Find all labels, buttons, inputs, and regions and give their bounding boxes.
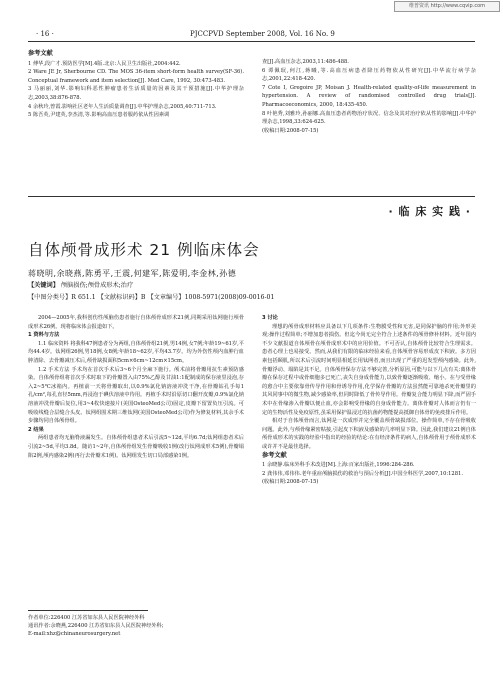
section-heading: 1 资料与方法 (28, 332, 60, 339)
footnote-email: E-mail:xhz@chinaneurosurgery.net (28, 631, 121, 637)
page-number: · 16 · (36, 30, 54, 38)
surgical-method-paragraph: 1.2 手术方法 手术均在首次手术后3~6个月全麻下施行。颅术前将骨瓣用抗生素预防感染。自体颅骨组将首次手术时取下的骨瓣置入由75%乙醇及甘油1:1配制成的保存液里浸泡,存入2~5℃冰箱内。再植前一天将骨瓣取出,以0.9%氯化钠溶液冲洗干净,在骨瓣钻孔手每1孔/cm²,每孔直径5mm,再浸泡于碘伏溶液中待用。再植手术时沿原切口翻开皮瓣,0.9%氯化钠溶液冲洗骨瓣后复位,用3~4枚快速接片(美国OsteoMed公司)固定,皮瓣下留置负压引流。可吸收线缝合层缝合头皮。钛网组围术期三维钛网(美国OsteoMed公司)作为修复材料,其余手术步骤均同自体颅骨组。 (28, 366, 244, 425)
section-heading: 3 讨论 (262, 315, 278, 321)
results-paragraph: 两组患者均无脑脊液漏发生。自体颅骨组患者术后引流5~12d,平均6.7d;钛网组患者术后引流2~5d,平均3.8d。随访1~2年,自体颅骨组发生骨瓣吸收1例(改行钛网成形术5例),骨瓣塌陷2例,颅内感染2例(再行去骨瓣术1例)。钛网组发生切口局部感染1例。 (28, 435, 244, 459)
keywords-row (28, 280, 133, 289)
article-title: 自体颅骨成形术 21 例临床体会 (28, 241, 260, 259)
reference-item: 2 Ware JE Jr, Sherbourne CD. The MOS 36-item short-form health survey(SF-36). Conceptual framework and item selection[J]. Med Care, 1992, 30:473-483. (28, 69, 244, 84)
footnote-corresponding: 通讯作者:余晓燕,226400 江苏省如东县人民医院神经外科; (28, 623, 164, 629)
journal-header: PJCCPVD September 2008, Vol. 16 No. 9 (190, 30, 335, 38)
body-right-column (262, 314, 476, 487)
reference-item: 1 余晓静.临床外科手术改进[M].上海:百家出版社,1996:284-286. (262, 462, 415, 469)
discussion-paragraph: 理想的颅骨成形材料应具备以下几项条件:生物膜受性和无害,是同保护脑的作用;外形美观;操作过程简单;不增加患者损伤。但迄今尚无完全符合上述条件的颅骨修补材料。近年国内不少文献报道自体颅骨在颅骨成形术中的应用价值。不可否认,自体颅骨比较符合生理需求。患者心理上也易接受。然而,从我们有限的临床经验来看,自体颅骨容易形成皮下积液。多方因素包括颞肌,所以术后引流时间明显相延长用钛网者,而且出现了严重的迟发型颅内感染。此外,骨瓣浮动、塌陷是其不足。自体颅骨保存方法不够完善,分析原因,可能与以下几点有关:离体骨瓣在保存过程中或骨细胞多已死亡,丧失自身成骨能力,以致骨瓣逐渐吸收、缩小。在与受骨缘的愈合中主要依靠骨传导作用和骨诱导作用,化学保存骨瓣的方法虽然能可靠地杀死骨瓣里的其风同事中的微生物,减少感染率,但同时降低了骨传导作用。骨瓣复合能力明显下降,而严固手术中在骨缘渗入骨瓣以便止血,亦会影响受骨缘的自身成骨能力。离体骨瓣对人体而言仍有一定的生物活性及免疫原性,虽采用保护温浸过的抗菌药物能提高抵御自体骨的免疫排斥作用。 (262, 323, 476, 416)
keywords-value: 颅脑损伤;颅骨成形术;治疗 (60, 282, 134, 289)
reference-item: 查[J].高血压杂志,2003,11:486-488. (262, 59, 349, 65)
section-tag: · 临 床 实 践 · (388, 205, 471, 218)
references-heading: 参考文献 (262, 451, 287, 459)
section-heading: 2 结果 (28, 426, 44, 433)
intro-paragraph: 2004—2005年,我科创伤性颅脑伤患者施行自体颅骨成形术21例,同期采用钛网施行颅骨成形术26例。现将临床体会报道如下。 (28, 315, 244, 330)
reference-item: 8 叶艳秀,刘雅玲,孙丽娜.高血压患者药物治疗状况、信念及其对治疗依从性的影响[J].中华护理杂志,1998,33:624-625. (262, 110, 476, 126)
footnote-rule (28, 610, 148, 611)
top-refs-left (28, 50, 244, 120)
reference-item: 5 陈吾英,尹建英,李杰清,等.影响高血压患者服药依从性因素调 (28, 112, 170, 119)
reference-item: 4 余秋玲,曾霞.影响社区老年人生活质量调查[J].中华护理杂志,2005,40:711-713. (28, 103, 217, 110)
footnote-affiliation: 作者单位:226400 江苏省如东县人民医院神经外科 (28, 615, 145, 621)
section-rule (28, 196, 475, 197)
reference-item: 6 谭佩珉,何江,蒋曦,等.高血压病患者降压药物依从性研究[J].中华流行病学杂志,2001,22:418-420. (262, 67, 476, 83)
author-footnote (28, 614, 242, 638)
clinical-data-paragraph: 1.1 临床资料 将我科47例患者分为两组,自体颅骨组21例,男14例,女7例;年龄19~61岁,平均44.4岁。钛网组26例,男18例,女8例;年龄18~62岁,平均43.7岁。均为外伤性颅内血肿行血肿清除、去骨瓣减压术后,颅骨缺损面积5cm×6cm~12cm×15cm。 (28, 340, 244, 364)
keywords-label: 【关键词】 (28, 282, 59, 289)
watermark-stamp: 维普资讯 http://www.cqvip.com (394, 1, 500, 12)
received-date: (收稿日期:2008-07-15) (262, 479, 319, 486)
article-authors: 蒋晓明,余晓燕,陈勇平,王震,何建军,陈爱明,李金林,孙德 (28, 269, 237, 278)
references-heading: 参考文献 (28, 50, 53, 57)
received-date: (收稿日期:2008-07-15) (262, 127, 319, 134)
reference-item: 3 马丽丽,刘华.影响妇科恶性肿瘤患者生活质量的因素及其干预措施[J].中华护理杂志,2003,38:876-878. (28, 86, 244, 101)
reference-item: 2 龚伟伟,邓伟伟.老年重症颅脑损伤的救治与预后分析[J].中国全科医学,2007,10:1281. (262, 470, 463, 477)
header-rule (28, 41, 475, 42)
classification-row: 【中图分类号】R 651.1 【文献标识码】B 【文章编号】1008-5971(2008)09-0016-01 (28, 294, 275, 301)
reference-item: 1 傅华,段广才.预防医学[M].4版.北京:人民卫生出版社,2004:442. (28, 60, 181, 67)
discussion-paragraph-2: 相对于自体颅骨而言,钛网是一次成形并完全覆盖颅骨缺损部位。操作简单,不存在骨吸收问题。此外,与颅骨缘紧密粘接,引起皮下积液及感染的几率明显下降。因此,我们建议21例自体颅骨成形术的实践的经验中指出的经验的结论:在有经济条件的病人,自体颅骨用于颅骨成形术或许并不是最佳选择。 (262, 418, 476, 450)
reference-item: 7 Cote I, Gregoire JP, Moisan J. Health-related quality-of-life measurement in hypertension. A review of randomised controlled drug trials[J]. Pharmacoeconomics, 2000, 18:435-450. (262, 84, 476, 108)
top-refs-right (262, 58, 476, 135)
body-left-column (28, 314, 244, 460)
